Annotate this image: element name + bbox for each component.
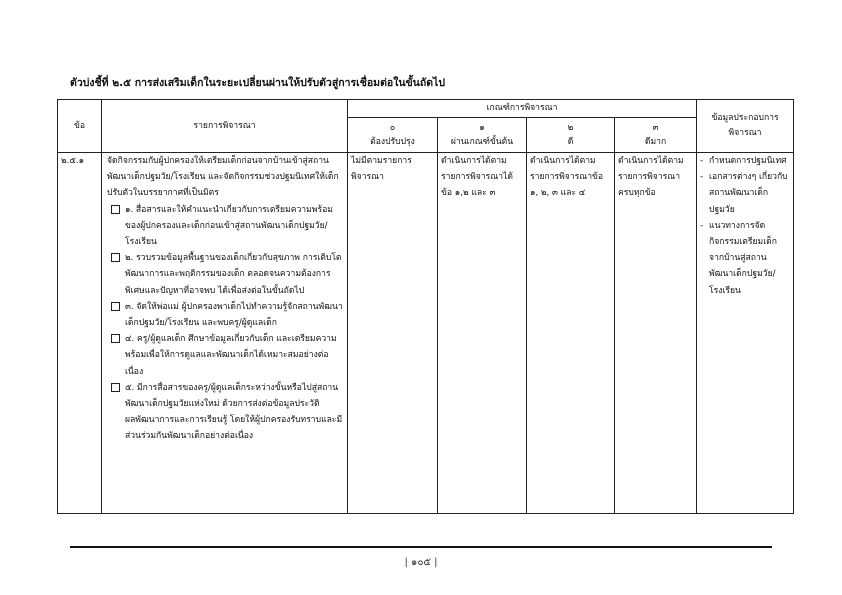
- level-number: ๐: [389, 122, 396, 133]
- checklist-item-text: ๔. ครู/ผู้ดูแลเด็ก ศึกษาข้อมูลเกี่ยวกับเด็ก และเตรียมความพร้อมเพื่อให้การดูแลและพัฒนาเด็กได้เหมาะสมอย่างต่อเนื่อง: [125, 334, 337, 377]
- level-number: ๒: [567, 122, 574, 133]
- table-row: [58, 153, 794, 514]
- level-0-header: [348, 118, 438, 153]
- checklist-item-text: ๕. มีการสื่อสารของครู/ผู้ดูแลเด็กระหว่างขั้นหรือไปสู่สถานพัฒนาเด็กปฐมวัยแห่งใหม่ ด้วยการส่งต่อข้อมูลประวัติ ผลพัฒนาการและการเรียนรู้ โดยให้ผู้ปกครองรับทราบและมีส่วนร่วมกันพัฒนาเด็กอย่างต่อเนื่อง: [125, 382, 343, 442]
- level-number: ๑: [479, 122, 485, 133]
- criteria-table: [57, 99, 794, 514]
- docs-cell: [697, 153, 794, 514]
- bullet-dash: -: [700, 172, 704, 183]
- checklist-item: [105, 250, 344, 299]
- level-3-criteria: ดำเนินการได้ตามรายการพิจารณาครบทุกข้อ: [615, 153, 697, 514]
- checklist-item-text: ๑. สื่อสารและให้คำแนะนำเกี่ยวกับการเตรียมความพร้อมของผู้ปกครองและเด็กก่อนเข้าสู่สถานพัฒนาเด็กปฐมวัย/โรงเรียน: [125, 204, 333, 248]
- level-number: ๓: [652, 122, 659, 133]
- checklist-item: [105, 380, 344, 445]
- checkbox[interactable]: [111, 334, 120, 343]
- header-docs: ข้อมูลประกอบการพิจารณา: [697, 100, 794, 153]
- items-cell: [102, 153, 348, 514]
- level-1-header: [438, 118, 527, 153]
- doc-item: [700, 169, 790, 218]
- doc-item: [700, 153, 790, 169]
- doc-text: แนวทางการจัดกิจกรรมเตรียมเด็กจากบ้านสู่สถานพัฒนาเด็กปฐมวัย/โรงเรียน: [709, 220, 777, 296]
- checklist-item: [105, 202, 344, 251]
- header-items: รายการพิจารณา: [102, 100, 348, 153]
- bullet-dash: -: [700, 156, 704, 166]
- page-heading: ตัวบ่งชี้ที่ ๒.๕ การส่งเสริมเด็กในระยะเปลี่ยนผ่านให้ปรับตัวสู่การเชื่อมต่อในขั้นถัดไป: [70, 77, 445, 89]
- header-no: ข้อ: [58, 100, 102, 153]
- doc-text: กำหนดการปฐมนิเทศ: [709, 156, 787, 166]
- level-name: ดีมาก: [644, 136, 667, 147]
- level-1-criteria: ดำเนินการได้ตามรายการพิจารณาได้ ข้อ ๑,๒ และ ๓: [438, 153, 527, 514]
- checklist: [105, 202, 344, 445]
- doc-item: [700, 218, 790, 299]
- checklist-item-text: ๒. รวบรวมข้อมูลพื้นฐานของเด็กเกี่ยวกับสุขภาพ การเติบโต พัฒนาการและพฤติกรรมของเด็ก ตลอดจนความต้องการพิเศษและปัญหาที่อาจพบ ได้เพื่อส่งต่อในขั้นถัดไป: [125, 253, 342, 296]
- doc-text: เอกสารต่างๆ เกี่ยวกับสถานพัฒนาเด็กปฐมวัย: [709, 172, 788, 215]
- checklist-item-text: ๓. จัดให้พ่อแม่ ผู้ปกครองพาเด็กไปทำความรู้จักสถานพัฒนาเด็กปฐมวัย/โรงเรียน และพบครู/ผู้ดูแลเด็ก: [125, 301, 343, 329]
- level-0-criteria: ไม่มีตามรายการพิจารณา: [348, 153, 438, 514]
- level-name: ดี: [567, 136, 574, 147]
- checklist-item: [105, 299, 344, 331]
- row-topic: จัดกิจกรรมกับผู้ปกครองให้เตรียมเด็กก่อนจากบ้านเข้าสู่สถานพัฒนาเด็กปฐมวัย/โรงเรียน และจัดกิจกรรมช่วงปฐมนิเทศให้เด็กปรับตัวในบรรยากาศที่เป็นมิตร: [107, 156, 339, 199]
- page-number: | ๑๐๕ |: [404, 557, 438, 568]
- level-2-header: [527, 118, 615, 153]
- level-name: ผ่านเกณฑ์ขั้นต้น: [450, 136, 514, 147]
- footer-divider: [70, 546, 772, 548]
- level-name: ต้องปรับปรุง: [370, 136, 415, 147]
- bullet-dash: -: [700, 220, 704, 231]
- checkbox[interactable]: [111, 302, 120, 311]
- docs-list: [700, 153, 790, 299]
- header-criteria: เกณฑ์การพิจารณา: [348, 100, 697, 118]
- level-3-header: [615, 118, 697, 153]
- checklist-item: [105, 331, 344, 380]
- checkbox[interactable]: [111, 383, 120, 392]
- checkbox[interactable]: [111, 253, 120, 262]
- level-2-criteria: ดำเนินการได้ตามรายการพิจารณาข้อ ๑, ๒, ๓ และ ๔: [527, 153, 615, 514]
- checkbox[interactable]: [111, 205, 120, 214]
- row-number: ๒.๕.๑: [58, 153, 102, 514]
